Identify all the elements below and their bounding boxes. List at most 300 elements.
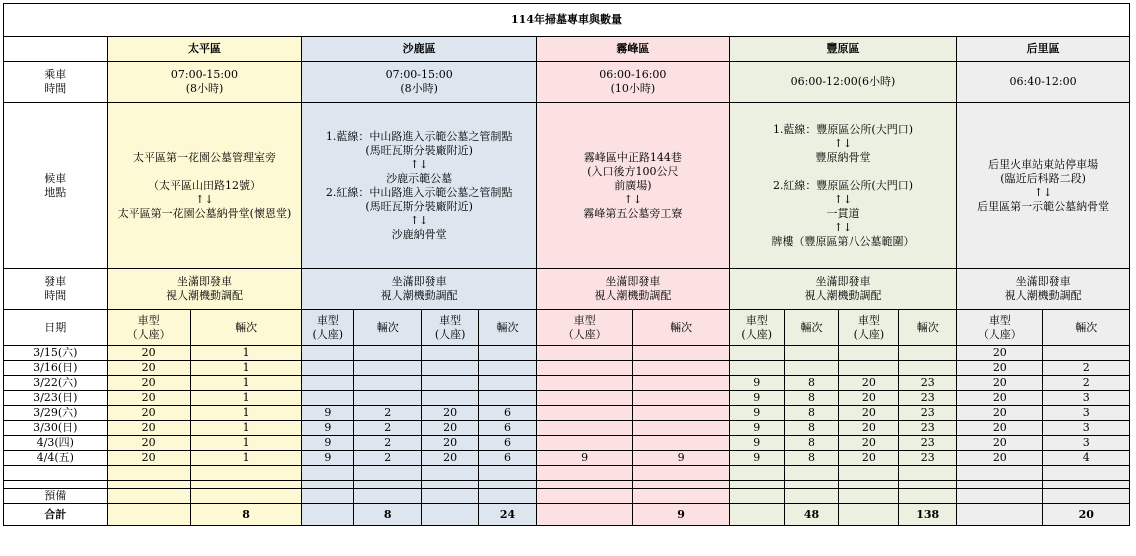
value-cell: 6 [479,421,537,436]
table-row [4,406,1130,421]
value-cell [839,346,899,361]
empty-cell [107,489,190,504]
empty-cell [190,489,302,504]
empty-cell [4,466,108,481]
vehicle-header [107,310,190,346]
total-cell [422,504,479,526]
value-cell: 3 [1043,391,1130,406]
corner-cell [4,37,108,62]
text-line: (8小時) [400,82,438,95]
trips-header: 輛次 [354,310,422,346]
value-cell: 20 [839,436,899,451]
text-line: 視人潮機動調配 [804,289,882,302]
value-cell: 20 [839,406,899,421]
value-cell: 1 [190,376,302,391]
value-cell [536,361,632,376]
empty-cell [422,489,479,504]
text-line: 沙鹿示範公墓 [386,171,453,185]
value-cell: 20 [422,436,479,451]
text-line: 2.紅線：中山路進入示範公墓之管制點 [325,185,513,199]
district-name: 后里區 [957,37,1130,62]
date-cell: 3/22(六) [4,376,108,391]
text-line: ↑↓ [409,157,429,171]
value-cell [633,346,729,361]
empty-cell [633,489,729,504]
value-cell: 3 [1043,436,1130,451]
date-cell: 3/29(六) [4,406,108,421]
text-line: 07:00-15:00 [170,68,239,81]
value-cell [633,361,729,376]
value-cell: 2 [354,406,422,421]
value-cell: 1 [190,406,302,421]
ride-time-cell [729,62,956,103]
value-cell: 20 [839,451,899,466]
text-line: 車型 [316,313,339,327]
trips-header: 輛次 [784,310,839,346]
date-cell: 3/15(六) [4,346,108,361]
empty-cell [422,466,479,481]
value-cell: 20 [957,346,1043,361]
value-cell [536,406,632,421]
value-cell: 9 [536,451,632,466]
vehicle-header [536,310,632,346]
text-line: (人座) [741,327,772,341]
text-line: （人座） [562,327,607,341]
value-cell [633,406,729,421]
empty-cell [302,481,354,489]
value-cell: 23 [899,451,957,466]
table-row [4,103,1130,269]
total-cell: 8 [190,504,302,526]
value-cell: 8 [784,406,839,421]
text-line: 視人潮機動調配 [165,289,243,302]
table-row [4,62,1130,103]
table-row [4,37,1130,62]
empty-cell [479,481,537,489]
value-cell: 4 [1043,451,1130,466]
value-cell [633,436,729,451]
vehicle-header [422,310,479,346]
text-line: 后里區第一示範公墓納骨堂 [977,199,1110,213]
value-cell [536,376,632,391]
text-line: 車型 [857,313,880,327]
text-line: 車型 [137,313,160,327]
empty-cell [1043,489,1130,504]
value-cell [536,436,632,451]
value-cell: 20 [107,436,190,451]
text-line: 坐滿即發車 [391,275,447,288]
value-cell [784,361,839,376]
text-line: (人座) [853,327,885,341]
empty-cell [899,481,957,489]
value-cell: 8 [784,391,839,406]
empty-cell [302,489,354,504]
value-cell [1043,346,1130,361]
empty-cell [957,466,1043,481]
depart-time-cell [302,269,536,310]
value-cell: 20 [957,421,1043,436]
row-label-total: 合計 [4,504,108,526]
text-line: (8小時) [185,82,224,95]
empty-cell [479,489,537,504]
text-line: ↑↓ [409,213,429,227]
stop-place-cell [729,103,956,269]
value-cell: 6 [479,436,537,451]
value-cell: 20 [107,421,190,436]
text-line: (人座) [434,327,466,341]
value-cell: 20 [957,406,1043,421]
value-cell [422,376,479,391]
text-line: 車型 [573,313,596,327]
total-cell [957,504,1043,526]
value-cell: 23 [899,406,957,421]
text-line: 牌樓（豐原區第八公墓範圍） [771,234,915,248]
value-cell [354,391,422,406]
table-row [4,310,1130,346]
value-cell: 2 [1043,361,1130,376]
district-name: 沙鹿區 [302,37,536,62]
table-row [4,481,1130,489]
text-line: 地點 [44,185,67,199]
trips-header: 輛次 [633,310,729,346]
text-line: 1.藍線：中山路進入示範公墓之管制點 [325,129,513,143]
empty-cell [957,489,1043,504]
row-label-date: 日期 [4,310,108,346]
district-name: 豐原區 [729,37,956,62]
text-line: 霧峰第五公墓旁工寮 [583,206,683,220]
text-line: 太平區第一花園公墓納骨堂(懷恩堂) [117,206,292,220]
vehicle-header [302,310,354,346]
value-cell [633,421,729,436]
value-cell: 20 [839,421,899,436]
date-cell: 3/16(日) [4,361,108,376]
total-cell [302,504,354,526]
value-cell: 8 [784,436,839,451]
empty-cell [729,466,784,481]
value-cell [479,376,537,391]
text-line: 坐滿即發車 [605,275,661,288]
text-line: 車型 [439,313,462,327]
trips-header: 輛次 [1043,310,1130,346]
table-row [4,489,1130,504]
value-cell [536,391,632,406]
value-cell: 1 [190,451,302,466]
date-cell: 4/3(四) [4,436,108,451]
total-cell: 20 [1043,504,1130,526]
value-cell: 6 [479,406,537,421]
empty-cell [536,489,632,504]
value-cell: 9 [633,451,729,466]
empty-cell [633,481,729,489]
value-cell: 20 [107,451,190,466]
empty-cell [479,466,537,481]
value-cell: 20 [107,406,190,421]
value-cell: 20 [422,406,479,421]
text-line: 發車 [44,275,67,288]
trips-header: 輛次 [899,310,957,346]
table-row [4,346,1130,361]
table-row [4,361,1130,376]
value-cell: 2 [354,436,422,451]
row-label-reserve: 預備 [4,489,108,504]
text-line: (入口後方100公尺 [587,164,679,178]
ride-time-cell [957,62,1130,103]
date-cell: 3/23(日) [4,391,108,406]
value-cell: 3 [1043,406,1130,421]
value-cell [354,361,422,376]
text-line: 豐原納骨堂 [815,150,871,164]
value-cell: 1 [190,391,302,406]
value-cell [422,361,479,376]
empty-cell [107,466,190,481]
total-cell [839,504,899,526]
empty-cell [729,481,784,489]
value-cell [839,361,899,376]
value-cell: 20 [107,376,190,391]
empty-cell [190,481,302,489]
empty-cell [899,466,957,481]
text-line: 前廣場) [614,178,652,192]
depart-time-cell [107,269,302,310]
total-cell [536,504,632,526]
empty-cell [784,489,839,504]
value-cell: 8 [784,421,839,436]
value-cell: 9 [302,406,354,421]
value-cell: 20 [107,346,190,361]
text-line: 2.紅線：豐原區公所(大門口) [772,178,914,192]
stop-place-cell [957,103,1130,269]
text-line: 07:00-15:00 [385,68,453,81]
stop-place-cell [107,103,302,269]
text-line: 車型 [988,313,1011,327]
ride-time-cell [302,62,536,103]
total-cell [729,504,784,526]
district-name: 太平區 [107,37,302,62]
empty-cell [4,481,108,489]
value-cell: 9 [729,391,784,406]
total-cell: 48 [784,504,839,526]
value-cell [302,346,354,361]
empty-cell [302,466,354,481]
empty-cell [536,481,632,489]
value-cell: 9 [729,451,784,466]
text-line: ↑↓ [833,192,853,206]
text-line [108,165,302,179]
value-cell: 2 [1043,376,1130,391]
text-line: 06:00-12:00(6小時) [790,75,896,88]
table-row [4,451,1130,466]
value-cell: 9 [729,436,784,451]
value-cell [422,346,479,361]
value-cell: 8 [784,376,839,391]
value-cell: 2 [354,421,422,436]
value-cell: 23 [899,391,957,406]
value-cell: 1 [190,436,302,451]
text-line: 乘車 [44,68,67,81]
value-cell: 9 [729,376,784,391]
value-cell [536,346,632,361]
value-cell [729,346,784,361]
value-cell [302,376,354,391]
empty-cell [354,489,422,504]
empty-cell [839,481,899,489]
empty-cell [354,466,422,481]
value-cell: 6 [479,451,537,466]
empty-cell [1043,466,1130,481]
total-cell [107,504,190,526]
vehicle-header [839,310,899,346]
text-line: (馬旺瓦斯分裝廠附近) [365,143,473,157]
empty-cell [633,466,729,481]
text-line: ↑↓ [1033,185,1053,199]
empty-cell [190,466,302,481]
text-line: 太平區第一花園公墓管理室旁 [132,150,276,164]
empty-cell [839,489,899,504]
value-cell [354,346,422,361]
total-cell: 24 [479,504,537,526]
value-cell: 3 [1043,421,1130,436]
text-line: 后里火車站東站停車場 [988,157,1099,171]
stop-place-cell [536,103,729,269]
ride-time-cell [107,62,302,103]
schedule-table [3,3,1130,526]
table-row [4,376,1130,391]
row-label-stop-place [4,103,108,269]
value-cell [899,346,957,361]
stop-place-cell [302,103,536,269]
text-line [730,165,956,179]
ride-time-cell [536,62,729,103]
text-line: (臨近后科路二段) [1000,171,1086,185]
text-line: 坐滿即發車 [176,275,232,288]
value-cell: 9 [302,421,354,436]
empty-cell [729,489,784,504]
district-name: 霧峰區 [536,37,729,62]
total-cell: 138 [899,504,957,526]
value-cell: 9 [729,421,784,436]
value-cell: 23 [899,421,957,436]
empty-cell [784,481,839,489]
value-cell: 20 [957,451,1043,466]
text-line: 車型 [745,313,768,327]
text-line: 06:00-16:00 [599,68,667,81]
table-row [4,466,1130,481]
date-cell: 3/30(日) [4,421,108,436]
value-cell [633,376,729,391]
value-cell: 8 [784,451,839,466]
empty-cell [839,466,899,481]
table-row [4,436,1130,451]
table-row [4,391,1130,406]
value-cell: 20 [839,376,899,391]
text-line: (10小時) [610,82,656,95]
text-line: 視人潮機動調配 [594,289,672,302]
value-cell: 20 [957,391,1043,406]
text-line: （人座） [126,327,171,341]
empty-cell [354,481,422,489]
text-line: （人座） [977,327,1022,341]
empty-cell [1043,481,1130,489]
value-cell: 20 [107,391,190,406]
text-line: 候車 [44,171,67,185]
value-cell [354,376,422,391]
date-cell: 4/4(五) [4,451,108,466]
text-line: (馬旺瓦斯分裝廠附近) [365,199,473,213]
value-cell: 9 [302,436,354,451]
value-cell: 2 [354,451,422,466]
value-cell [479,361,537,376]
text-line: ↑↓ [623,192,643,206]
empty-cell [957,481,1043,489]
value-cell: 1 [190,421,302,436]
value-cell: 20 [957,436,1043,451]
row-label-ride-time [4,62,108,103]
value-cell: 20 [422,451,479,466]
text-line: 坐滿即發車 [815,275,871,288]
text-line: 霧峰區中正路144巷 [583,150,682,164]
text-line: ↑↓ [833,136,853,150]
value-cell: 9 [302,451,354,466]
value-cell [536,421,632,436]
text-line: 時間 [44,289,67,302]
page-title: 114年掃墓專車與數量 [4,4,1130,37]
value-cell: 20 [839,391,899,406]
text-line: 視人潮機動調配 [1004,289,1082,302]
text-line: 1.藍線：豐原區公所(大門口) [772,122,914,136]
table-row [4,269,1130,310]
text-line: 06:40-12:00 [1009,75,1077,88]
empty-cell [899,489,957,504]
value-cell: 20 [957,376,1043,391]
value-cell [479,346,537,361]
value-cell: 1 [190,361,302,376]
value-cell: 1 [190,346,302,361]
depart-time-cell [536,269,729,310]
trips-header: 輛次 [190,310,302,346]
empty-cell [422,481,479,489]
value-cell: 20 [107,361,190,376]
value-cell: 9 [729,406,784,421]
table-row [4,421,1130,436]
text-line: ↑↓ [195,192,214,206]
text-line: 沙鹿納骨堂 [391,227,447,241]
value-cell [302,391,354,406]
text-line: （太平區山田路12號） [147,178,261,192]
value-cell: 23 [899,376,957,391]
text-line: 坐滿即發車 [1015,275,1071,288]
empty-cell [107,481,190,489]
empty-cell [784,466,839,481]
value-cell: 20 [422,421,479,436]
text-line: ↑↓ [833,220,853,234]
value-cell [302,361,354,376]
text-line: 時間 [44,82,67,95]
vehicle-header [957,310,1043,346]
value-cell: 23 [899,436,957,451]
total-cell: 9 [633,504,729,526]
depart-time-cell [729,269,956,310]
value-cell [479,391,537,406]
total-cell: 8 [354,504,422,526]
trips-header: 輛次 [479,310,537,346]
text-line: 一貫道 [826,206,860,220]
row-label-depart-time [4,269,108,310]
text-line: (人座) [312,327,344,341]
value-cell [899,361,957,376]
depart-time-cell [957,269,1130,310]
value-cell [422,391,479,406]
value-cell [729,361,784,376]
